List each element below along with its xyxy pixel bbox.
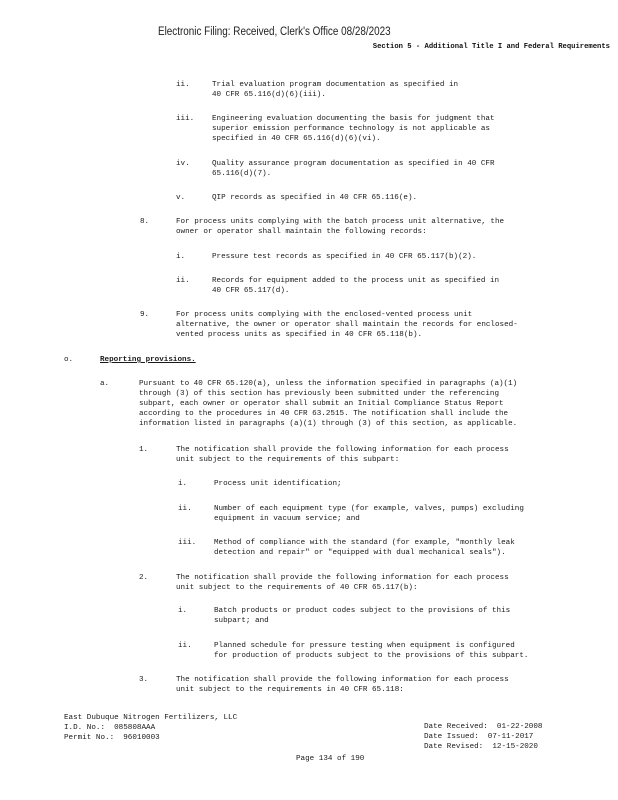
text-line: Process unit identification;	[214, 480, 342, 488]
section-header: Section 5 - Additional Title I and Federal Requirements	[372, 43, 610, 51]
item-number: 9.	[140, 311, 150, 319]
item-number: iii.	[176, 115, 195, 123]
footer-date-issued: Date Issued: 07-11-2017	[424, 733, 534, 741]
text-line: 40 CFR 65.116(d)(6)(iii).	[212, 91, 326, 99]
text-line: Planned schedule for pressure testing when equipment is configured	[214, 642, 515, 650]
item-number: 1.	[139, 446, 149, 454]
text-line: Engineering evaluation documenting the basis for judgment that	[212, 115, 495, 123]
footer-permit-number: Permit No.: 96010003	[64, 734, 160, 742]
footer-company: East Dubuque Nitrogen Fertilizers, LLC	[64, 714, 238, 722]
item-number: i.	[178, 607, 188, 615]
text-line: owner or operator shall maintain the following records:	[176, 228, 427, 236]
item-number: iv.	[176, 160, 190, 168]
text-line: Records for equipment added to the process unit as specified in	[212, 277, 500, 285]
text-line: QIP records as specified in 40 CFR 65.116(e).	[212, 194, 418, 202]
text-line: specified in 40 CFR 65.116(d)(6)(vi).	[212, 135, 381, 143]
text-line: 40 CFR 65.117(d).	[212, 287, 290, 295]
text-line: subpart; and	[214, 617, 269, 625]
text-line: Quality assurance program documentation as specified in 40 CFR	[212, 160, 495, 168]
text-line: detection and repair" or "equipped with dual mechanical seals").	[214, 549, 506, 557]
item-number: ii.	[176, 81, 190, 89]
text-line: according to the procedures in 40 CFR 63.2515. The notification shall include the	[139, 410, 509, 418]
item-number: i.	[176, 253, 186, 261]
text-line: for production of products subject to the provisions of this subpart.	[214, 652, 529, 660]
item-number: ii.	[178, 642, 192, 650]
text-line: unit subject to the requirements in 40 CFR 65.118:	[176, 686, 404, 694]
text-line: subpart, each owner or operator shall submit an Initial Compliance Status Report	[139, 400, 504, 408]
text-line: Number of each equipment type (for example, valves, pumps) excluding	[214, 505, 524, 513]
text-line: Pursuant to 40 CFR 65.120(a), unless the information specified in paragraphs (a)(1)	[139, 380, 518, 388]
text-line: equipment in vacuum service; and	[214, 515, 360, 523]
text-line: Trial evaluation program documentation as specified in	[212, 81, 459, 89]
item-letter: a.	[100, 380, 110, 388]
text-line: unit subject to the requirements of this subpart:	[176, 456, 400, 464]
text-line: superior emission performance technology is not applicable as	[212, 125, 490, 133]
text-line: The notification shall provide the following information for each process	[176, 676, 509, 684]
text-line: Pressure test records as specified in 40 CFR 65.117(b)(2).	[212, 253, 477, 261]
electronic-filing-stamp: Electronic Filing: Received, Clerk's Office 08/28/2023	[158, 26, 391, 38]
text-line: For process units complying with the batch process unit alternative, the	[176, 218, 505, 226]
item-number: iii.	[178, 539, 197, 547]
item-number: ii.	[176, 277, 190, 285]
text-line: unit subject to the requirements of 40 CFR 65.117(b):	[176, 584, 418, 592]
page-number: Page 134 of 190	[296, 755, 365, 763]
text-line: For process units complying with the enclosed-vented process unit	[176, 311, 473, 319]
text-line: Method of compliance with the standard (for example, "monthly leak	[214, 539, 515, 547]
footer-id-number: I.D. No.: 085808AAA	[64, 724, 156, 732]
text-line: information listed in paragraphs (a)(1) through (3) of this section, as applicable.	[139, 420, 518, 428]
text-line: Batch products or product codes subject to the provisions of this	[214, 607, 511, 615]
text-line: The notification shall provide the following information for each process	[176, 574, 509, 582]
footer-date-received: Date Received: 01-22-2008	[424, 723, 543, 731]
section-letter: o.	[64, 356, 74, 364]
item-number: i.	[178, 480, 188, 488]
text-line: 65.116(d)(7).	[212, 170, 272, 178]
footer-date-revised: Date Revised: 12-15-2020	[424, 743, 538, 751]
item-number: ii.	[178, 505, 192, 513]
item-number: 8.	[140, 218, 150, 226]
item-number: v.	[176, 194, 186, 202]
text-line: The notification shall provide the following information for each process	[176, 446, 509, 454]
text-line: alternative, the owner or operator shall maintain the records for enclosed-	[176, 321, 518, 329]
section-heading: Reporting provisions.	[100, 356, 196, 364]
text-line: through (3) of this section has previously been submitted under the referencing	[139, 390, 500, 398]
text-line: vented process units as specified in 40 CFR 65.118(b).	[176, 331, 423, 339]
item-number: 3.	[139, 676, 149, 684]
item-number: 2.	[139, 574, 149, 582]
